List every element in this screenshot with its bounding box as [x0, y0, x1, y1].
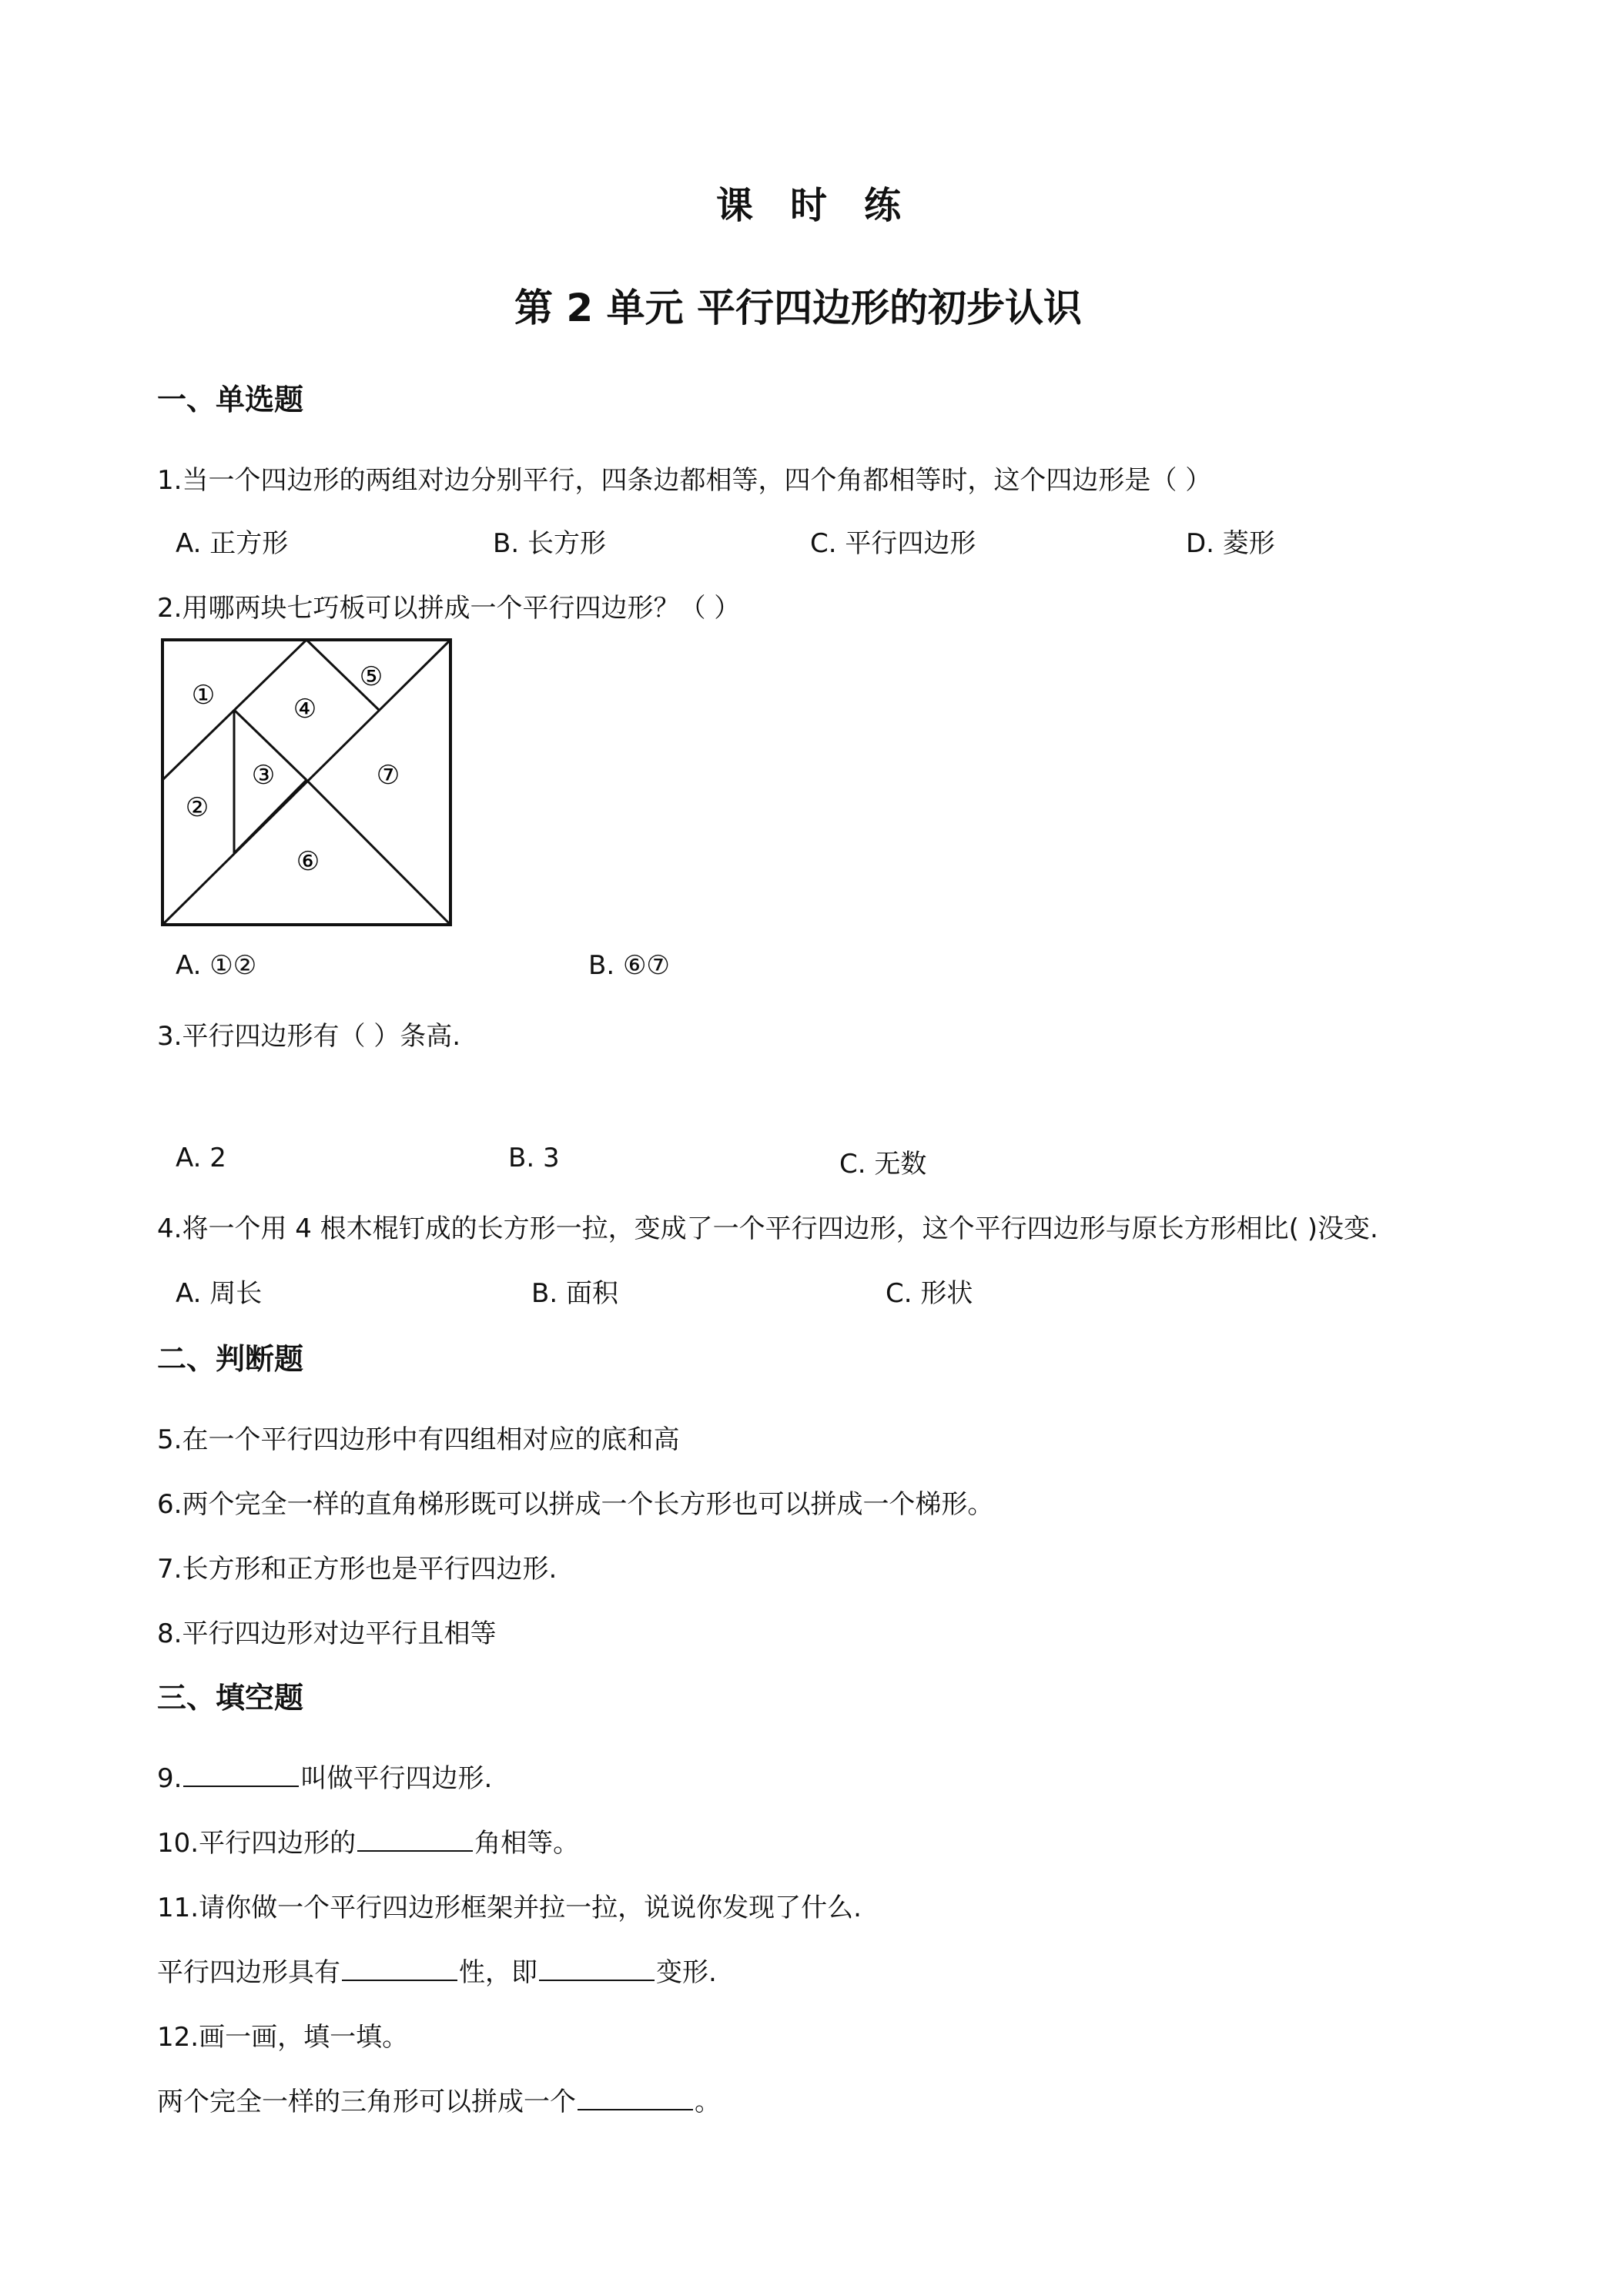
question-9-suffix: 叫做平行四边形.	[300, 1763, 493, 1794]
section-heading-true-false: 二、判断题	[157, 1342, 304, 1376]
question-11-blank-1[interactable]	[342, 1956, 457, 1981]
question-6-text: 6.两个完全一样的直角梯形既可以拼成一个长方形也可以拼成一个梯形。	[157, 1489, 994, 1520]
question-4-option-b[interactable]: B. 面积	[531, 1278, 618, 1309]
question-3-option-c[interactable]: C. 无数	[839, 1149, 927, 1180]
page-title: 课 时 练	[716, 184, 902, 227]
tangram-label-3: ③	[251, 760, 276, 791]
question-12-suffix: 。	[695, 2087, 721, 2117]
question-2-text: 2.用哪两块七巧板可以拼成一个平行四边形？（ ）	[157, 593, 741, 624]
question-5-text: 5.在一个平行四边形中有四组相对应的底和高	[157, 1424, 680, 1455]
question-11-line2	[157, 1951, 717, 1989]
question-10-blank[interactable]	[357, 1827, 473, 1852]
tangram-label-7: ⑦	[376, 760, 400, 791]
unit-subtitle: 第 2 单元 平行四边形的初步认识	[514, 286, 1083, 330]
question-1-option-a[interactable]: A. 正方形	[176, 528, 289, 559]
question-9-blank[interactable]	[183, 1762, 299, 1787]
question-12-text: 12.画一画，填一填。	[157, 2022, 409, 2053]
question-1-option-d[interactable]: D. 菱形	[1186, 528, 1275, 559]
question-1-text: 1.当一个四边形的两组对边分别平行，四条边都相等，四个角都相等时，这个四边形是（ ）	[157, 465, 1212, 496]
question-12-prefix: 两个完全一样的三角形可以拼成一个	[157, 2087, 576, 2117]
question-2-option-a[interactable]: A. ①②	[176, 950, 257, 981]
tangram-label-2: ②	[185, 792, 209, 823]
question-4-option-c[interactable]: C. 形状	[886, 1278, 973, 1309]
tangram-figure	[160, 638, 453, 927]
question-3-option-a[interactable]: A. 2	[176, 1143, 226, 1173]
question-10-prefix: 10.平行四边形的	[157, 1828, 357, 1859]
question-11-suffix: 变形.	[656, 1957, 717, 1988]
question-8-text: 8.平行四边形对边平行且相等	[157, 1618, 497, 1649]
question-2-option-b[interactable]: B. ⑥⑦	[588, 950, 670, 981]
question-1-option-c[interactable]: C. 平行四边形	[810, 528, 976, 559]
tangram-label-1: ①	[191, 680, 216, 711]
question-9-prefix: 9.	[157, 1763, 182, 1794]
tangram-label-6: ⑥	[296, 846, 320, 877]
question-4-option-a[interactable]: A. 周长	[176, 1278, 263, 1309]
question-11-mid: 性，即	[459, 1957, 537, 1988]
question-11-text: 11.请你做一个平行四边形框架并拉一拉，说说你发现了什么.	[157, 1893, 862, 1923]
question-11-blank-2[interactable]	[539, 1956, 655, 1981]
question-7-text: 7.长方形和正方形也是平行四边形.	[157, 1554, 558, 1585]
question-3-text: 3.平行四边形有（ ）条高.	[157, 1021, 461, 1052]
question-9	[157, 1757, 492, 1795]
section-heading-fill-blank: 三、填空题	[157, 1681, 304, 1715]
tangram-label-5: ⑤	[359, 661, 383, 692]
question-12-line2	[157, 2080, 721, 2118]
question-10-suffix: 角相等。	[474, 1828, 580, 1859]
tangram-label-4: ④	[293, 694, 317, 725]
section-heading-single-choice: 一、单选题	[157, 383, 304, 417]
question-4-text: 4.将一个用 4 根木棍钉成的长方形一拉，变成了一个平行四边形，这个平行四边形与原长方形相比( )没变.	[157, 1213, 1378, 1244]
question-11-prefix: 平行四边形具有	[157, 1957, 340, 1988]
question-10	[157, 1822, 579, 1859]
question-3-option-b[interactable]: B. 3	[508, 1143, 560, 1173]
question-12-blank[interactable]	[578, 2086, 693, 2110]
question-1-option-b[interactable]: B. 长方形	[493, 528, 606, 559]
